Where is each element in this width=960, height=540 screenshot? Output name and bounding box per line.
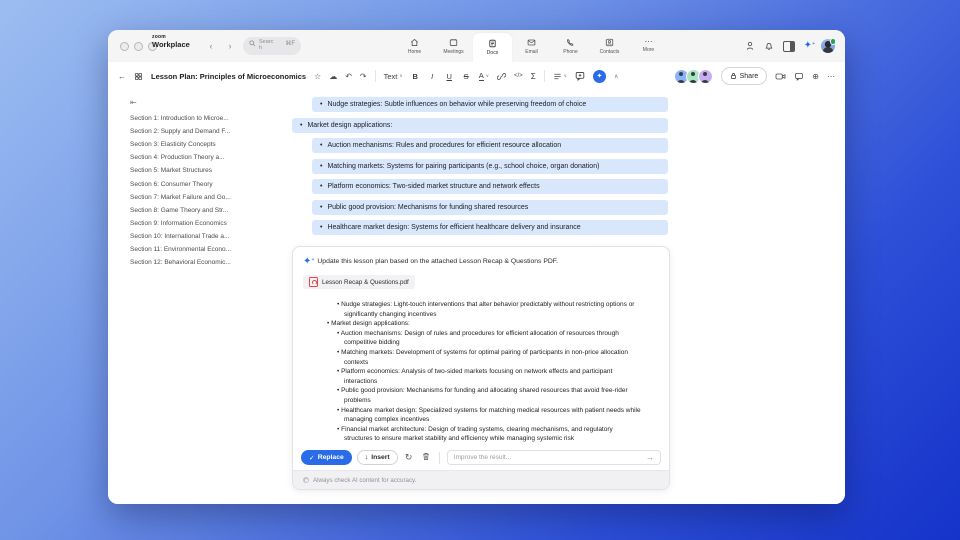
document-title[interactable]: Lesson Plan: Principles of Microeconomics	[151, 71, 307, 81]
ai-result-bullet: • Nudge strategies: Light-touch interventions that alter behavior predictably without restricting options or significantly changing incentives	[293, 300, 643, 319]
collaborator-avatars	[674, 69, 713, 84]
outline-item-section-10[interactable]: Section 10: International Trade a...	[130, 232, 230, 240]
tab-home[interactable]: Home	[395, 30, 434, 62]
outline-item-section-1[interactable]: Section 1: Introduction to Microe...	[130, 115, 229, 123]
document-content	[292, 90, 668, 241]
ai-companion-card	[292, 246, 670, 490]
email-icon	[527, 38, 536, 47]
notifications-bell-icon[interactable]	[764, 41, 774, 51]
app-titlebar	[108, 30, 845, 62]
more-options-icon[interactable]: ⋯	[827, 71, 835, 81]
toolbar-divider	[544, 70, 545, 82]
chevron-down-icon: ∨	[563, 73, 567, 78]
nav-forward-button[interactable]: ›	[228, 41, 232, 51]
doc-bullet-highlighted[interactable]: • Matching markets: Systems for pairing participants (e.g., school choice, organ donation)	[312, 159, 668, 174]
home-icon	[410, 38, 419, 47]
doc-bullet-highlighted[interactable]: • Public good provision: Mechanisms for funding shared resources	[312, 200, 668, 215]
pdf-file-icon	[309, 277, 318, 287]
chevron-down-icon: ∨	[399, 73, 403, 78]
ai-result-bullet: • Healthcare market design: Specialized systems for matching medical resources with patient needs while managing complex incentives	[293, 406, 643, 425]
outline-item-section-9[interactable]: Section 9: Information Economics	[130, 219, 227, 227]
side-panel-toggle-icon[interactable]	[783, 41, 795, 52]
ai-action-row	[301, 450, 661, 465]
favorite-star-icon[interactable]: ☆	[314, 71, 322, 81]
ai-companion-icon[interactable]: ✦ +	[803, 40, 815, 51]
doc-bullet-highlighted[interactable]: • Auction mechanisms: Rules and procedures for efficient resource allocation	[312, 138, 668, 153]
doc-bullet-highlighted[interactable]: • Healthcare market design: Systems for efficient healthcare delivery and insurance	[312, 220, 668, 235]
text-color-dropdown[interactable]: A ∨	[478, 71, 489, 80]
ai-prompt-row	[293, 247, 669, 267]
attachment-filename: Lesson Recap & Questions.pdf	[322, 278, 409, 286]
docs-icon	[488, 39, 497, 48]
ai-result-bullet: • Public good provision: Mechanisms for funding and allocating shared resources that avoid free-rider problems	[293, 386, 643, 405]
search-placeholder: Search	[259, 39, 274, 51]
chat-bubble-icon[interactable]	[794, 72, 804, 81]
bold-button[interactable]: B	[412, 71, 418, 81]
insert-button[interactable]: ↓ Insert	[357, 450, 398, 465]
ai-result-bullet: • Platform economics: Analysis of two-sided markets focusing on network effects and participant interactions	[293, 367, 643, 386]
document-outline	[130, 112, 288, 269]
trash-icon[interactable]	[420, 452, 432, 463]
improve-result-input[interactable]	[454, 454, 646, 461]
replace-button[interactable]: ✓ Replace	[301, 450, 352, 465]
toolbar-divider	[375, 70, 376, 82]
doc-bullet-highlighted[interactable]: • Market design applications:	[292, 118, 668, 133]
strikethrough-button[interactable]: S	[463, 71, 469, 81]
back-icon[interactable]: ←	[118, 71, 126, 81]
ai-disclaimer-text: Always check AI content for accuracy.	[313, 476, 417, 484]
ai-result-bullet: • Matching markets: Development of systems for optimal pairing of participants in non-price allocation contexts	[293, 348, 643, 367]
outline-item-section-5[interactable]: Section 5: Market Structures	[130, 167, 213, 175]
chevron-down-icon: ∨	[485, 73, 489, 78]
meetings-icon	[449, 38, 458, 47]
doc-bullet-highlighted[interactable]: • Platform economics: Two-sided market structure and network effects	[312, 179, 668, 194]
video-camera-icon[interactable]	[775, 72, 786, 81]
contacts-icon	[605, 38, 614, 47]
share-button[interactable]: Share	[721, 67, 768, 85]
down-arrow-icon: ↓	[364, 454, 369, 461]
outline-item-section-8[interactable]: Section 8: Game Theory and Str...	[130, 206, 229, 214]
ai-disclaimer-icon	[303, 477, 309, 483]
nav-back-button[interactable]: ‹	[209, 41, 213, 51]
ai-result-bullet: • Financial market architecture: Design of trading systems, clearing mechanisms, and regulatory structures to ensure market stability and efficiency while managing systemic risk	[293, 425, 643, 444]
tab-more[interactable]: ⋯ More	[642, 37, 655, 53]
globe-language-icon[interactable]: ⊕	[812, 71, 819, 81]
search-icon	[249, 40, 256, 47]
ai-result-bullet: • Auction mechanisms: Design of rules and procedures for efficient allocation of resources through competitive bidding	[293, 329, 643, 348]
undo-icon[interactable]: ↶	[345, 71, 352, 81]
ai-sparkle-icon: ✦ +	[303, 256, 315, 267]
outline-item-section-4[interactable]: Section 4: Production Theory a...	[130, 154, 225, 162]
ai-companion-button[interactable]: ✦	[593, 70, 606, 83]
profile-status-icon[interactable]	[745, 41, 755, 51]
phone-icon	[566, 38, 575, 47]
underline-button[interactable]: U	[446, 71, 452, 81]
comment-icon[interactable]	[575, 71, 585, 81]
zoom-workplace-logo: zoom Workplace	[152, 34, 190, 49]
search-shortcut: ⌘F	[285, 41, 295, 47]
italic-button[interactable]: I	[431, 71, 434, 81]
tab-email[interactable]: Email	[512, 30, 551, 62]
collapse-toolbar-icon[interactable]: ∧	[613, 73, 619, 80]
status-online-dot	[830, 38, 837, 45]
tab-contacts[interactable]: Contacts	[590, 30, 629, 62]
ai-result-bullet: • Market design applications:	[293, 319, 643, 329]
collaborator-avatar[interactable]	[698, 69, 713, 84]
outline-item-section-6[interactable]: Section 6: Consumer Theory	[130, 180, 213, 188]
outline-item-section-2[interactable]: Section 2: Supply and Demand F...	[130, 128, 231, 136]
ai-result-list	[293, 300, 669, 444]
outline-item-section-11[interactable]: Section 11: Environmental Econo...	[130, 245, 232, 253]
collapse-outline-icon[interactable]: ⇤	[130, 98, 137, 107]
check-icon: ✓	[309, 454, 315, 462]
list-format-dropdown[interactable]	[553, 72, 567, 81]
close-window-button[interactable]	[120, 42, 129, 51]
outline-item-section-7[interactable]: Section 7: Market Failure and Go...	[130, 193, 231, 201]
doc-grid-icon[interactable]	[134, 72, 143, 81]
cloud-sync-icon: ☁	[329, 71, 338, 81]
regenerate-icon[interactable]: ↻	[404, 452, 413, 462]
action-divider	[439, 452, 440, 464]
text-style-dropdown[interactable]: Text ∨	[383, 71, 403, 81]
outline-item-section-12[interactable]: Section 12: Behavioral Economic...	[130, 259, 231, 267]
tab-phone[interactable]: Phone	[551, 30, 590, 62]
minimize-window-button[interactable]	[134, 42, 143, 51]
zoom-workplace-window	[108, 30, 845, 504]
redo-icon[interactable]: ↷	[359, 71, 367, 81]
lock-icon	[730, 72, 737, 80]
global-search-input[interactable]	[243, 37, 301, 55]
link-icon[interactable]	[497, 72, 506, 81]
document-toolbar	[108, 62, 845, 90]
tab-docs[interactable]: Docs	[473, 33, 512, 62]
submit-arrow-icon[interactable]: →	[646, 453, 654, 462]
ai-disclaimer-bar	[293, 470, 669, 489]
formula-button[interactable]: Σ	[530, 71, 536, 81]
ai-prompt-text: Update this lesson plan based on the attached Lesson Recap & Questions PDF.	[317, 258, 559, 265]
user-avatar[interactable]	[821, 39, 835, 53]
improve-result-field[interactable]	[447, 450, 661, 465]
code-block-button[interactable]: </>	[514, 73, 523, 79]
tab-meetings[interactable]: Meetings	[434, 30, 473, 62]
outline-item-section-3[interactable]: Section 3: Elasticity Concepts	[130, 141, 216, 149]
app-tab-bar	[395, 30, 668, 62]
doc-bullet-highlighted[interactable]: • Nudge strategies: Subtle influences on behavior while preserving freedom of choice	[312, 97, 668, 112]
titlebar-right-icons	[745, 30, 835, 62]
more-icon: ⋯	[644, 37, 653, 46]
attachment-chip[interactable]	[303, 275, 415, 289]
document-body	[108, 90, 845, 504]
